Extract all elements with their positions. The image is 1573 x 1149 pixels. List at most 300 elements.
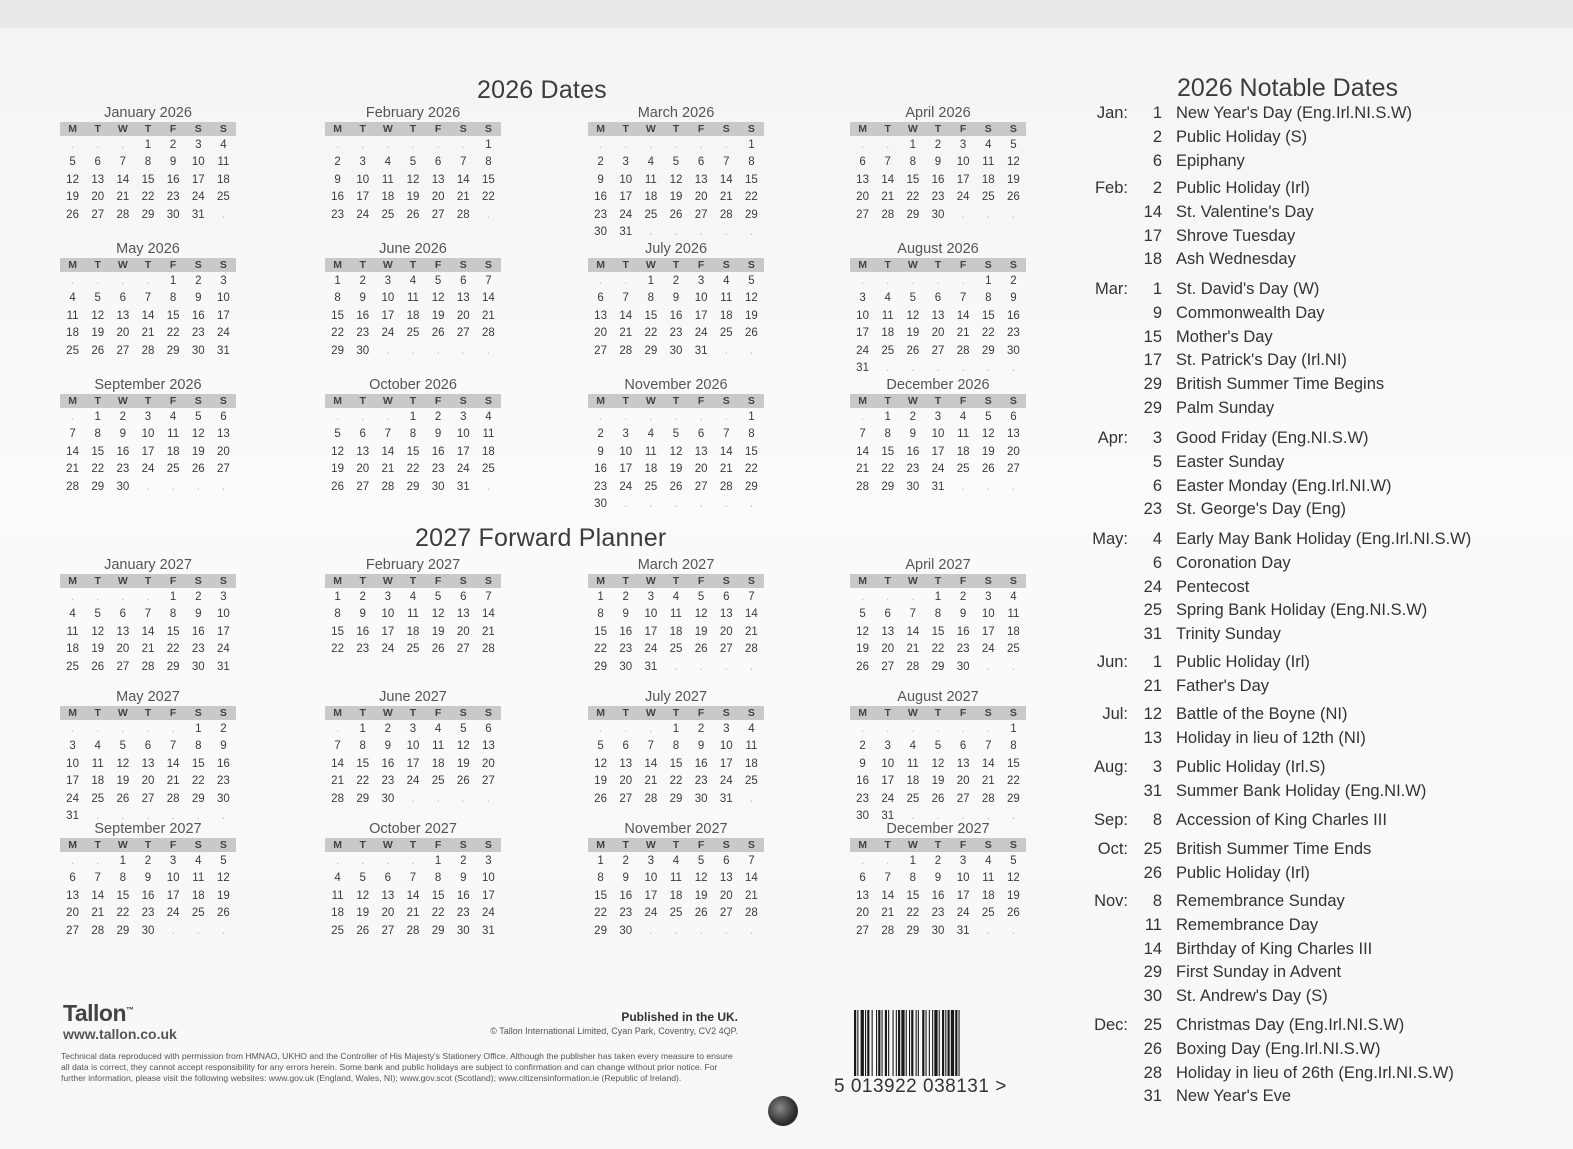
empty-day-cell: . [386,138,390,151]
day-cell: 16 [856,775,869,788]
day-cell: 30 [669,344,683,357]
day-cell: 17 [956,889,970,902]
day-cell: 16 [191,625,205,638]
day-cell: 23 [141,907,155,920]
empty-day-cell: . [886,722,890,735]
day-cell: 16 [1007,309,1020,322]
day-cell: 19 [456,757,470,770]
day-cell: 21 [981,775,995,788]
weekday-header: F [161,838,186,852]
day-cell: 3 [409,722,417,735]
day-cell: 13 [694,445,708,458]
month-calendar-september-2026 [60,376,236,496]
day-cell: 8 [359,740,366,753]
day-cell: 11 [482,428,495,441]
day-cell: 23 [594,480,607,493]
day-cell: 30 [141,924,155,937]
weekday-header: W [375,394,400,408]
weekday-header: F [951,706,976,720]
day-cell: 7 [959,292,967,305]
day-cell: 18 [906,775,920,788]
day-cell: 11 [982,156,995,169]
day-cell: 12 [669,445,683,458]
weekday-header: T [925,574,950,588]
day-cell: 31 [931,480,945,493]
day-cell: 18 [1007,625,1020,638]
weekday-header: T [875,838,900,852]
empty-day-cell: . [986,660,990,673]
day-cell: 16 [594,191,607,204]
day-cell: 1 [434,854,442,867]
weekday-header: M [325,574,350,588]
day-cell: 5 [434,274,442,287]
day-cell: 2 [672,274,680,287]
notable-day: 12 [1143,705,1162,723]
day-cell: 8 [1010,740,1017,753]
day-cell: 22 [91,463,105,476]
notable-event-name: Shrove Tuesday [1176,226,1296,245]
day-cell: 31 [482,924,495,937]
empty-day-cell: . [96,854,100,867]
month-calendar-july-2026 [588,240,764,360]
day-cell: 20 [931,327,945,340]
day-cell: 27 [217,463,230,476]
empty-day-cell: . [886,854,890,867]
notable-day: 6 [1152,476,1162,495]
day-cell: 20 [1007,445,1020,458]
day-cell: 2 [697,722,705,735]
day-cell: 16 [694,757,708,770]
day-cell: 23 [166,191,180,204]
day-cell: 28 [116,208,130,221]
day-cell: 30 [931,924,945,937]
day-cell: 10 [141,428,155,441]
barcode-bar [945,1010,946,1076]
day-cell: 3 [359,156,366,169]
day-cell: 12 [91,625,105,638]
notable-date-row [1082,940,1552,964]
notable-day: 26 [1143,863,1162,882]
notable-date-row [1082,892,1552,916]
day-cell: 16 [456,889,470,902]
day-cell: 2 [597,156,604,169]
day-cell: 10 [956,872,970,885]
day-cell: 20 [719,889,733,902]
day-cell: 5 [359,872,366,885]
day-cell: 10 [956,156,970,169]
day-cell: 3 [384,590,392,603]
day-cell: 18 [217,173,230,186]
day-cell: 3 [622,156,629,169]
day-cell: 11 [720,292,733,305]
day-cell: 12 [431,292,445,305]
day-cell: 17 [644,625,658,638]
day-cell: 21 [619,327,633,340]
day-cell: 25 [217,191,230,204]
barcode-bar [929,1010,930,1076]
empty-day-cell: . [649,498,653,511]
day-cell: 21 [116,191,130,204]
month-grid [325,258,501,360]
day-cell: 4 [672,854,680,867]
day-cell: 28 [66,480,79,493]
brand-website: www.tallon.co.uk [63,1026,177,1042]
notable-event-name: Summer Bank Holiday (Eng.NI.W) [1176,781,1427,800]
day-cell: 3 [485,854,492,867]
empty-day-cell: . [121,138,125,151]
day-cell: 19 [1007,173,1020,186]
empty-day-cell: . [649,138,653,151]
weekday-header: T [85,258,110,272]
day-cell: 13 [116,309,130,322]
empty-day-cell: . [649,226,653,239]
day-cell: 15 [881,445,895,458]
weekday-header: S [1001,394,1026,408]
day-cell: 25 [745,775,758,788]
notable-event-name: Good Friday (Eng.NI.S.W) [1176,429,1369,447]
weekday-header: F [951,838,976,852]
empty-day-cell: . [146,274,150,287]
empty-day-cell: . [411,138,415,151]
day-cell: 22 [166,327,180,340]
day-cell: 20 [482,757,495,770]
month-title: May 2027 [116,689,180,705]
month-grid [588,706,764,808]
weekday-header: S [976,838,1001,852]
month-grid [850,258,1026,377]
empty-day-cell: . [749,344,754,357]
day-cell: 13 [116,625,130,638]
day-cell: 28 [482,643,495,656]
day-cell: 1 [169,590,177,603]
day-cell: 7 [748,854,755,867]
day-cell: 13 [719,872,733,885]
weekday-header: M [325,706,350,720]
empty-day-cell: . [724,410,728,423]
month-calendar-january-2026 [60,104,236,224]
day-cell: 12 [981,428,995,441]
day-cell: 4 [195,854,202,867]
day-cell: 16 [331,191,344,204]
barcode-bar [955,1010,957,1076]
day-cell: 8 [909,872,917,885]
notable-date-row [1082,453,1552,477]
day-cell: 25 [644,480,658,493]
day-cell: 22 [431,907,445,920]
day-cell: 17 [644,889,658,902]
barcode-bar [882,1010,883,1076]
month-grid [588,258,764,360]
day-cell: 28 [141,344,155,357]
notable-date-row [1082,399,1552,423]
weekday-header: S [739,258,764,272]
day-cell: 4 [409,590,417,603]
day-cell: 23 [931,191,945,204]
empty-day-cell: . [171,810,175,823]
day-cell: 28 [331,792,344,805]
day-cell: 6 [723,854,730,867]
day-cell: 1 [884,410,891,423]
day-cell: 12 [217,872,230,885]
weekday-header: W [900,122,925,136]
day-cell: 7 [144,292,152,305]
notable-event-name: St. George's Day (Eng) [1176,500,1347,519]
day-cell: 9 [334,173,341,186]
day-cell: 11 [644,445,657,458]
day-cell: 27 [456,327,470,340]
day-cell: 28 [482,327,495,340]
day-cell: 23 [431,463,445,476]
day-cell: 1 [144,138,152,151]
empty-day-cell: . [674,498,678,511]
day-cell: 5 [909,292,917,305]
day-cell: 13 [1007,428,1020,441]
day-cell: 21 [644,775,658,788]
notable-date-row [1082,1087,1552,1111]
day-cell: 22 [331,643,344,656]
weekday-header: T [925,394,950,408]
day-cell: 27 [719,907,733,920]
day-cell: 10 [619,173,633,186]
day-cell: 12 [594,757,607,770]
day-cell: 12 [694,872,708,885]
day-cell: 11 [407,292,419,305]
day-cell: 18 [381,191,395,204]
day-cell: 16 [431,445,445,458]
weekday-header: W [900,394,925,408]
day-cell: 27 [956,792,970,805]
month-title: July 2026 [644,241,708,257]
day-cell: 25 [906,792,920,805]
notable-month-group [1082,892,1552,1011]
month-grid [588,574,764,676]
day-cell: 24 [694,327,708,340]
notable-month-group [1082,705,1552,753]
published-note: Published in the UK. [621,1010,738,1024]
empty-day-cell: . [361,138,365,151]
empty-day-cell: . [961,362,965,375]
month-calendar-february-2027 [325,556,501,658]
day-cell: 11 [745,740,758,753]
notable-date-row [1082,227,1552,251]
day-cell: 1 [334,274,341,287]
notable-event-name: New Year's Eve [1176,1087,1292,1106]
month-title: April 2026 [905,105,971,121]
empty-day-cell: . [461,792,465,805]
day-cell: 17 [981,625,995,638]
month-calendar-october-2026 [325,376,501,496]
empty-day-cell: . [860,138,865,151]
weekday-header: W [375,838,400,852]
day-cell: 11 [881,309,894,322]
day-cell: 10 [217,608,230,621]
day-cell: 25 [166,463,180,476]
weekday-header: S [451,706,476,720]
weekday-header: W [900,706,925,720]
barcode-bar [934,1010,937,1076]
notable-date-row [1082,554,1552,578]
month-title: July 2027 [644,689,708,705]
empty-day-cell: . [361,854,365,867]
notable-date-row [1082,963,1552,987]
empty-day-cell: . [724,660,728,673]
weekday-header: S [714,706,739,720]
day-cell: 28 [956,344,970,357]
day-cell: 25 [406,643,420,656]
day-cell: 12 [66,173,79,186]
month-title: October 2026 [369,377,457,393]
notable-day: 25 [1143,601,1162,620]
day-cell: 12 [931,757,945,770]
notable-date-row [1082,530,1552,554]
notable-event-name: Holiday in lieu of 26th (Eng.Irl.NI.S.W) [1176,1063,1454,1082]
month-calendar-june-2026 [325,240,501,360]
empty-day-cell: . [461,138,465,151]
weekday-header: S [186,574,211,588]
weekday-header: S [211,706,236,720]
empty-day-cell: . [70,274,75,287]
day-cell: 2 [220,722,227,735]
notable-day: 15 [1143,327,1162,346]
empty-day-cell: . [749,792,754,805]
day-cell: 22 [881,463,895,476]
weekday-header: F [689,838,714,852]
day-cell: 10 [406,740,420,753]
day-cell: 19 [91,327,105,340]
notable-event-name: Public Holiday (Irl.S) [1176,758,1326,776]
day-cell: 26 [694,643,708,656]
day-cell: 11 [192,872,205,885]
day-cell: 12 [856,625,869,638]
day-cell: 27 [881,660,895,673]
day-cell: 26 [1007,907,1020,920]
day-cell: 5 [1010,138,1017,151]
barcode-bar [857,1010,858,1076]
weekday-header: F [426,122,451,136]
day-cell: 26 [191,463,205,476]
notable-day: 28 [1143,1063,1162,1082]
day-cell: 4 [409,274,417,287]
notable-month-label: May: [1092,530,1128,548]
day-cell: 18 [644,191,658,204]
day-cell: 14 [406,889,420,902]
weekday-header: T [350,122,375,136]
weekday-header: T [875,706,900,720]
day-cell: 16 [217,757,230,770]
day-cell: 22 [356,775,370,788]
day-cell: 11 [331,889,344,902]
day-cell: 20 [381,907,395,920]
notable-event-name: Public Holiday (Irl) [1176,179,1310,197]
day-cell: 3 [934,410,942,423]
day-cell: 26 [1007,191,1020,204]
day-cell: 26 [406,208,420,221]
day-cell: 10 [482,872,495,885]
empty-day-cell: . [724,924,728,937]
day-cell: 28 [91,924,105,937]
weekday-header: T [350,574,375,588]
day-cell: 4 [485,410,492,423]
empty-day-cell: . [860,722,865,735]
day-cell: 22 [482,191,495,204]
empty-day-cell: . [936,722,940,735]
day-cell: 2 [119,410,127,423]
day-cell: 27 [1007,463,1020,476]
weekday-header: S [476,574,501,588]
weekday-header: T [613,258,638,272]
notable-month-group [1082,179,1552,274]
day-cell: 1 [359,722,366,735]
weekday-header: S [739,706,764,720]
day-cell: 19 [331,463,344,476]
day-cell: 5 [697,854,705,867]
day-cell: 14 [881,173,895,186]
day-cell: 23 [619,907,633,920]
empty-day-cell: . [624,498,628,511]
day-cell: 28 [745,907,758,920]
day-cell: 19 [217,889,230,902]
barcode-bar [932,1010,933,1076]
notable-event-name: Remembrance Day [1176,915,1319,934]
day-cell: 29 [745,208,758,221]
barcode-bar [939,1010,940,1076]
day-cell: 30 [217,792,230,805]
month-title: September 2026 [94,377,202,393]
weekday-header: T [663,258,688,272]
day-cell: 25 [91,792,105,805]
month-calendar-july-2027 [588,688,764,808]
weekday-header: S [1001,574,1026,588]
day-cell: 30 [856,810,869,823]
notable-event-name: Epiphany [1176,151,1245,170]
day-cell: 23 [956,643,970,656]
notable-event-name: Battle of the Boyne (NI) [1176,705,1348,723]
day-cell: 20 [431,191,445,204]
day-cell: 20 [456,625,470,638]
notable-date-row [1082,1016,1552,1040]
day-cell: 8 [334,608,341,621]
day-cell: 7 [622,292,629,305]
notable-day: 29 [1143,963,1162,982]
day-cell: 27 [594,344,607,357]
notable-day: 31 [1143,625,1162,644]
notable-day: 26 [1143,1039,1162,1058]
barcode-bar [901,1010,904,1076]
day-cell: 15 [931,625,945,638]
day-cell: 15 [482,173,495,186]
notable-day: 2 [1152,127,1162,146]
day-cell: 20 [594,327,607,340]
day-cell: 30 [381,792,395,805]
day-cell: 2 [934,854,942,867]
weekday-header: W [110,394,135,408]
month-calendar-may-2026 [60,240,236,360]
notable-day: 1 [1152,653,1162,671]
day-cell: 27 [66,924,79,937]
day-cell: 31 [619,226,633,239]
empty-day-cell: . [961,208,965,221]
day-cell: 27 [856,924,869,937]
day-cell: 22 [931,643,945,656]
day-cell: 7 [723,428,730,441]
notable-event-name: Boxing Day (Eng.Irl.NI.S.W) [1176,1039,1381,1058]
day-cell: 6 [485,722,492,735]
notable-day: 3 [1152,429,1162,447]
day-cell: 21 [745,625,758,638]
day-cell: 21 [456,191,470,204]
notable-event-name: Remembrance Sunday [1176,892,1345,910]
weekday-header: F [426,574,451,588]
